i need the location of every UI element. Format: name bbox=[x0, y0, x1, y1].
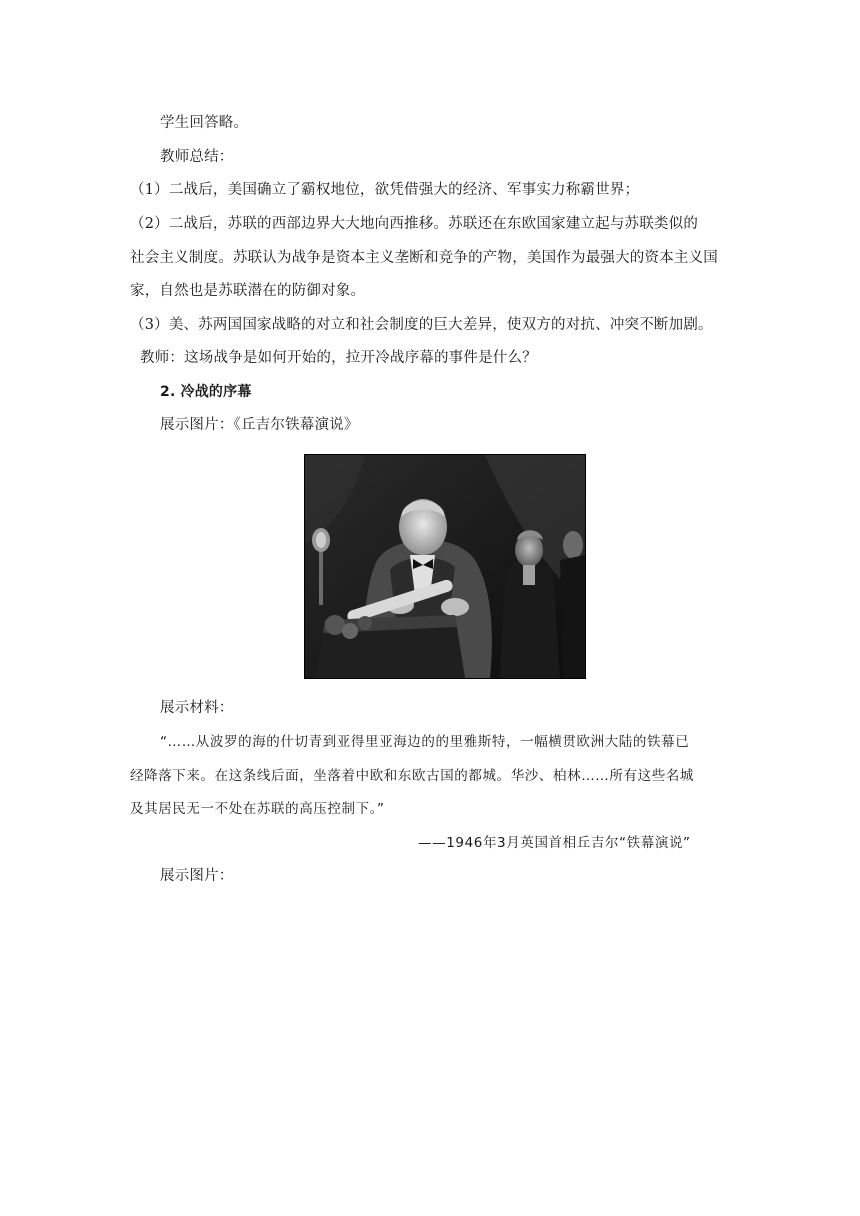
paragraph-teacher-question: 教师：这场战争是如何开始的，拉开冷战序幕的事件是什么？ bbox=[140, 350, 537, 366]
paragraph-student-answer: 学生回答略。 bbox=[160, 115, 249, 131]
paragraph-point-2-line-1: （2）二战后，苏联的西部边界大大地向西推移。苏联还在东欧国家建立起与苏联类似的 bbox=[130, 216, 699, 232]
paragraph-point-3: （3）美、苏两国国家战略的对立和社会制度的巨大差异，使双方的对抗、冲突不断加剧。 bbox=[130, 317, 713, 333]
paragraph-point-1: （1）二战后，美国确立了霸权地位，欲凭借强大的经济、军事实力称霸世界； bbox=[130, 182, 640, 198]
paragraph-point-2-line-2: 社会主义制度。苏联认为战争是资本主义垄断和竞争的产物，美国作为最强大的资本主义国 bbox=[130, 250, 718, 266]
quote-line-1: “……从波罗的海的什切青到亚得里亚海边的的里雅斯特，一幅横贯欧洲大陆的铁幕已 bbox=[160, 734, 690, 750]
paragraph-point-2-line-3: 家，自然也是苏联潜在的防御对象。 bbox=[130, 283, 366, 299]
quote-line-3: 及其居民无一不处在苏联的高压控制下。” bbox=[130, 801, 385, 817]
paragraph-teacher-summary: 教师总结： bbox=[160, 149, 234, 165]
quote-source: ——1946年3月英国首相丘吉尔“铁幕演说” bbox=[418, 835, 691, 851]
quote-line-2: 经降落下来。在这条线后面，坐落着中欧和东欧古国的都城。华沙、柏林……所有这些名城 bbox=[130, 768, 694, 784]
section-heading: 2. 冷战的序幕 bbox=[160, 384, 252, 400]
paragraph-show-picture-2: 展示图片： bbox=[160, 868, 234, 884]
paragraph-show-picture: 展示图片：《丘吉尔铁幕演说》 bbox=[160, 417, 359, 433]
churchill-iron-curtain-photo bbox=[304, 454, 586, 679]
paragraph-show-material: 展示材料： bbox=[160, 700, 234, 716]
